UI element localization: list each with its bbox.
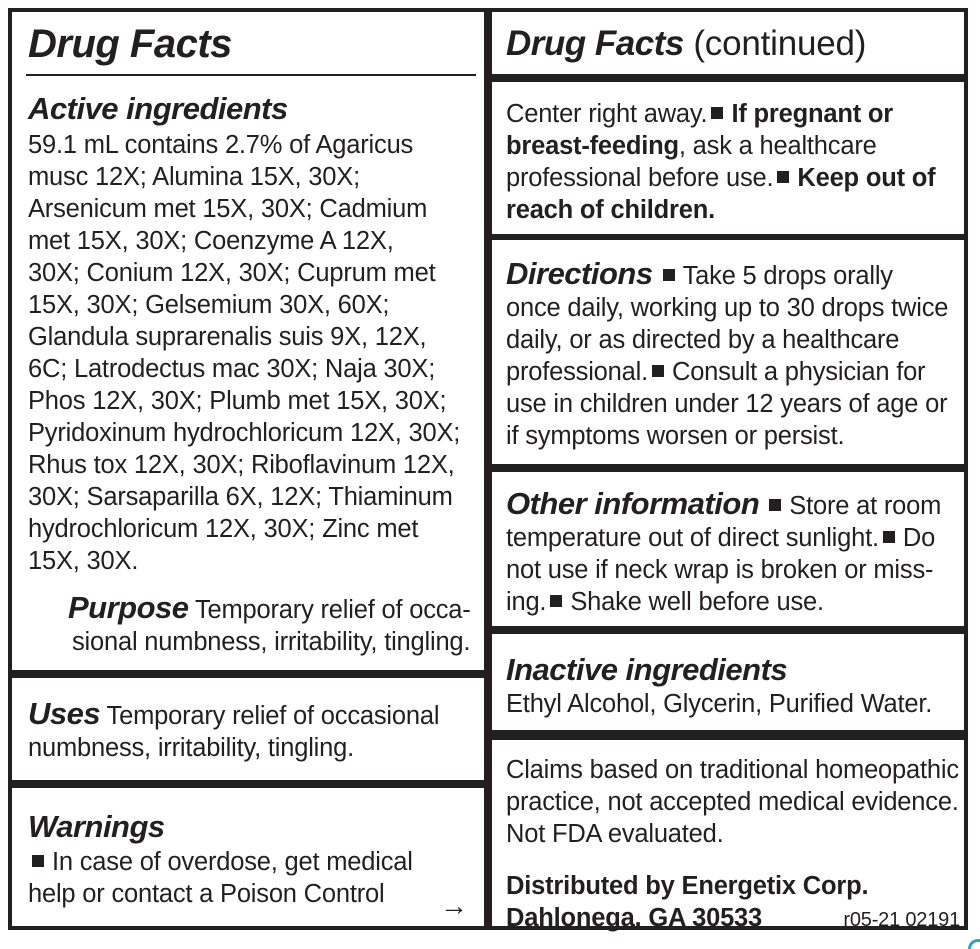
directions-text: professional. [506, 358, 648, 386]
active-line: 15X, 30X. [28, 547, 139, 575]
active-line: Pyridoxinum hydrochloricum 12X, 30X; [28, 419, 461, 447]
distributor-name: Distributed by Energetix Corp. [506, 872, 869, 900]
uses-text-1: Temporary relief of occasional [106, 702, 440, 730]
bullet-square [550, 595, 562, 607]
purpose-text-2: sional numbness, irritability, tingling. [72, 628, 471, 656]
active-line: 30X; Sarsaparilla 6X, 12X; Thiaminum [28, 483, 453, 511]
uses-text-2: numbness, irritability, tingling. [28, 734, 354, 762]
other-info-text: Store at room [789, 492, 942, 520]
warnings-text-2: help or contact a Poison Control [28, 880, 385, 908]
active-line: Arsenicum met 15X, 30X; Cadmium [28, 195, 428, 223]
other-info-section [506, 488, 966, 618]
active-line: Phos 12X, 30X; Plumb met 15X, 30X; [28, 387, 447, 415]
directions-text: Take 5 drops orally [682, 262, 893, 290]
claims-text: Not FDA evaluated. [506, 820, 724, 848]
other-info-text: ing. [506, 588, 547, 616]
active-ingredients-text [28, 129, 488, 577]
directions-text: Consult a physician for [671, 358, 926, 386]
divider [12, 780, 484, 788]
active-line: musc 12X; Alumina 15X, 30X; [28, 163, 360, 191]
continued-warnings [506, 98, 966, 226]
active-line: hydrochloricum 12X, 30X; Zinc met [28, 515, 419, 543]
bullet-square [32, 855, 44, 867]
active-line: met 15X, 30X; Coenzyme A 12X, [28, 227, 394, 255]
cont-bold: Keep out of [797, 164, 936, 192]
other-info-title: Other information [506, 486, 760, 521]
divider [492, 74, 964, 82]
inactive-text: Ethyl Alcohol, Glycerin, Purified Water. [506, 690, 933, 718]
active-line: 15X, 30X; Gelsemium 30X, 60X; [28, 291, 390, 319]
purpose-text-1: Temporary relief of occa- [194, 596, 471, 624]
cont-text: , ask a healthcare [678, 132, 877, 160]
active-line: Rhus tox 12X, 30X; Riboflavinum 12X, [28, 451, 455, 479]
header-rule [26, 74, 476, 76]
directions-section [506, 258, 966, 452]
directions-text: if symptoms worsen or persist. [506, 422, 845, 450]
active-ingredients-title: Active ingredients [28, 91, 288, 126]
other-info-text: Do [902, 524, 936, 552]
inactive-title: Inactive ingredients [506, 652, 788, 687]
active-line: 30X; Conium 12X, 30X; Cuprum met [28, 259, 436, 287]
bullet-square [663, 269, 675, 281]
directions-text: daily, or as directed by a healthcare [506, 326, 900, 354]
claims-text: Claims based on traditional homeopathic [506, 756, 959, 784]
bullet-square [652, 365, 664, 377]
continued-header [506, 24, 866, 64]
bullet-square [883, 531, 895, 543]
directions-title: Directions [506, 256, 653, 291]
purpose-title: Purpose [68, 590, 189, 625]
decorative-teal-curve [968, 939, 980, 949]
divider [492, 464, 964, 472]
cont-bold: If pregnant or [731, 100, 893, 128]
inactive-section [506, 652, 966, 720]
divider [12, 670, 484, 678]
directions-text: once daily, working up to 30 drops twice [506, 294, 949, 322]
other-info-text: temperature out of direct sunlight. [506, 524, 879, 552]
cont-text: professional before use. [506, 164, 774, 192]
directions-text: use in children under 12 years of age or [506, 390, 948, 418]
bullet-square [769, 499, 781, 511]
distributor-address: Dahlonega, GA 30533 [506, 904, 763, 932]
active-line: Glandula suprarenalis suis 9X, 12X, [28, 323, 427, 351]
warnings-text-1: In case of overdose, get medical [52, 848, 413, 876]
other-info-text: not use if neck wrap is broken or miss- [506, 556, 934, 584]
uses-title: Uses [28, 696, 101, 731]
left-panel [8, 8, 488, 930]
label-code: r05-21 02191 [843, 909, 960, 931]
drug-facts-header: Drug Facts [28, 22, 232, 66]
uses-section [28, 698, 488, 764]
cont-bold: breast-feeding [506, 132, 679, 160]
warnings-section [28, 808, 488, 910]
purpose-section [68, 592, 488, 658]
active-line: 59.1 mL contains 2.7% of Agaricus [28, 131, 414, 159]
divider [492, 730, 964, 740]
continued-header-suffix: (continued) [693, 24, 867, 63]
continue-arrow-icon: → [440, 890, 468, 921]
active-line: 6C; Latrodectus mac 30X; Naja 30X; [28, 355, 436, 383]
other-info-text: Shake well before use. [570, 588, 824, 616]
bullet-square [711, 107, 723, 119]
claims-section [506, 754, 966, 850]
bullet-square [777, 171, 789, 183]
distributor-section [506, 870, 968, 934]
cont-bold: reach of children. [506, 196, 715, 224]
claims-text: practice, not accepted medical evidence. [506, 788, 959, 816]
right-panel [488, 8, 968, 930]
divider [492, 626, 964, 634]
cont-text: Center right away. [506, 100, 708, 128]
continued-header-title: Drug Facts [506, 24, 684, 63]
divider [492, 234, 964, 240]
warnings-title: Warnings [28, 809, 165, 844]
